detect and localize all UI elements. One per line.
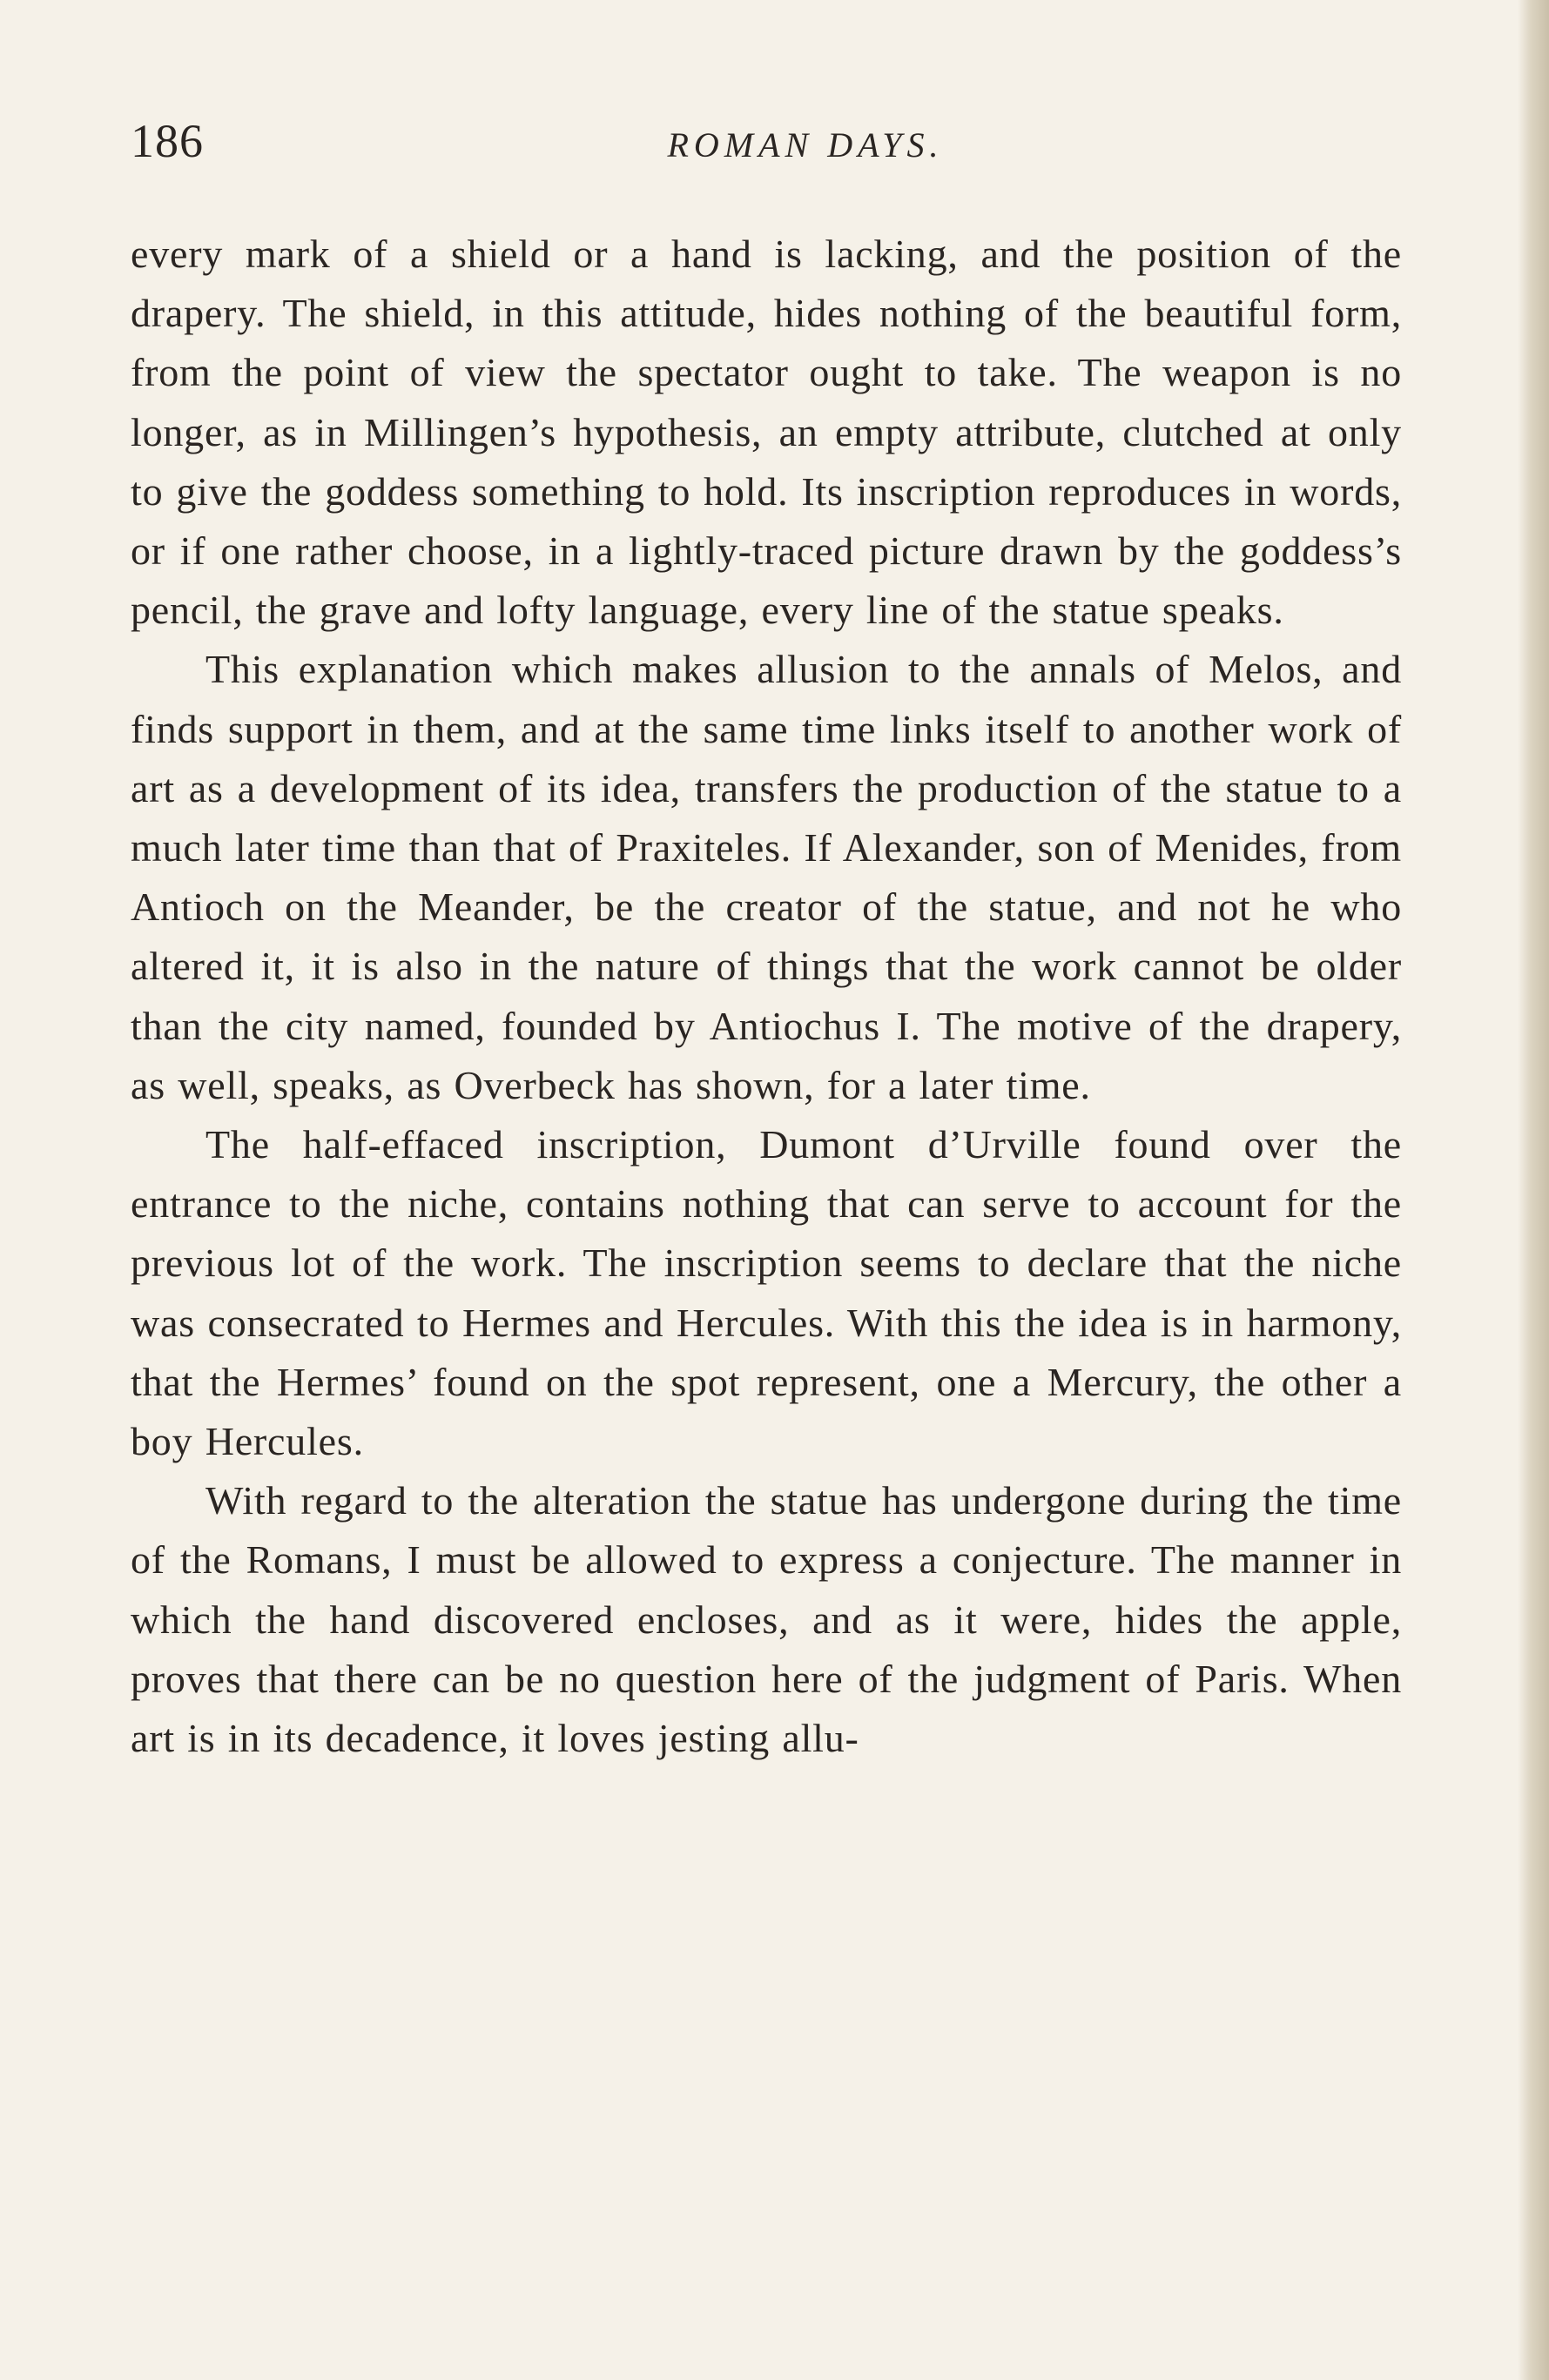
body-text	[131, 225, 1402, 1768]
paragraph: The half-effaced inscription, Dumont d’Urville found over the entrance to the niche, contains nothing that can serve to account for the previous lot of the work. The inscription seems to declare that the niche was consecrated to Hermes and Hercules. With this the idea is in harmony, that the Hermes’ found on the spot represent, one a Mercury, the other a boy Hercules.	[131, 1122, 1402, 1464]
paragraph: With regard to the alteration the statue has undergone during the time of the Romans, I must be allowed to express a conjecture. The manner in which the hand discovered encloses, and as it were, hides the apple, proves that there can be no question here of the judgment of Paris. When art is in its decadence, it loves jesting allu-	[131, 1478, 1402, 1761]
running-title: ROMAN DAYS.	[667, 125, 944, 165]
page-edge-shadow	[1518, 0, 1549, 2380]
paragraph: every mark of a shield or a hand is lacking, and the position of the drapery. The shield, in this attitude, hides nothing of the beautiful form, from the point of view the spectator ought to take. The weapon is no longer, as in Millingen’s hypothesis, an empty attribute, clutched at only to give the goddess something to hold. Its inscription reproduces in words, or if one rather choose, in a lightly-traced picture drawn by the goddess’s pencil, the grave and lofty language, every line of the statue speaks.	[131, 232, 1402, 633]
paragraph: This explanation which makes allusion to the annals of Melos, and finds support in them, and at the same time links itself to another work of art as a development of its idea, transfers the production of the statue to a much later time than that of Praxiteles. If Alexander, son of Menides, from Antioch on the Meander, be the creator of the statue, and not he who altered it, it is also in the nature of things that the work cannot be older than the city named, founded by Antiochus I. The motive of the drapery, as well, speaks, as Overbeck has shown, for a later time.	[131, 647, 1402, 1107]
page-header	[131, 115, 1402, 176]
page-number: 186	[131, 115, 204, 167]
